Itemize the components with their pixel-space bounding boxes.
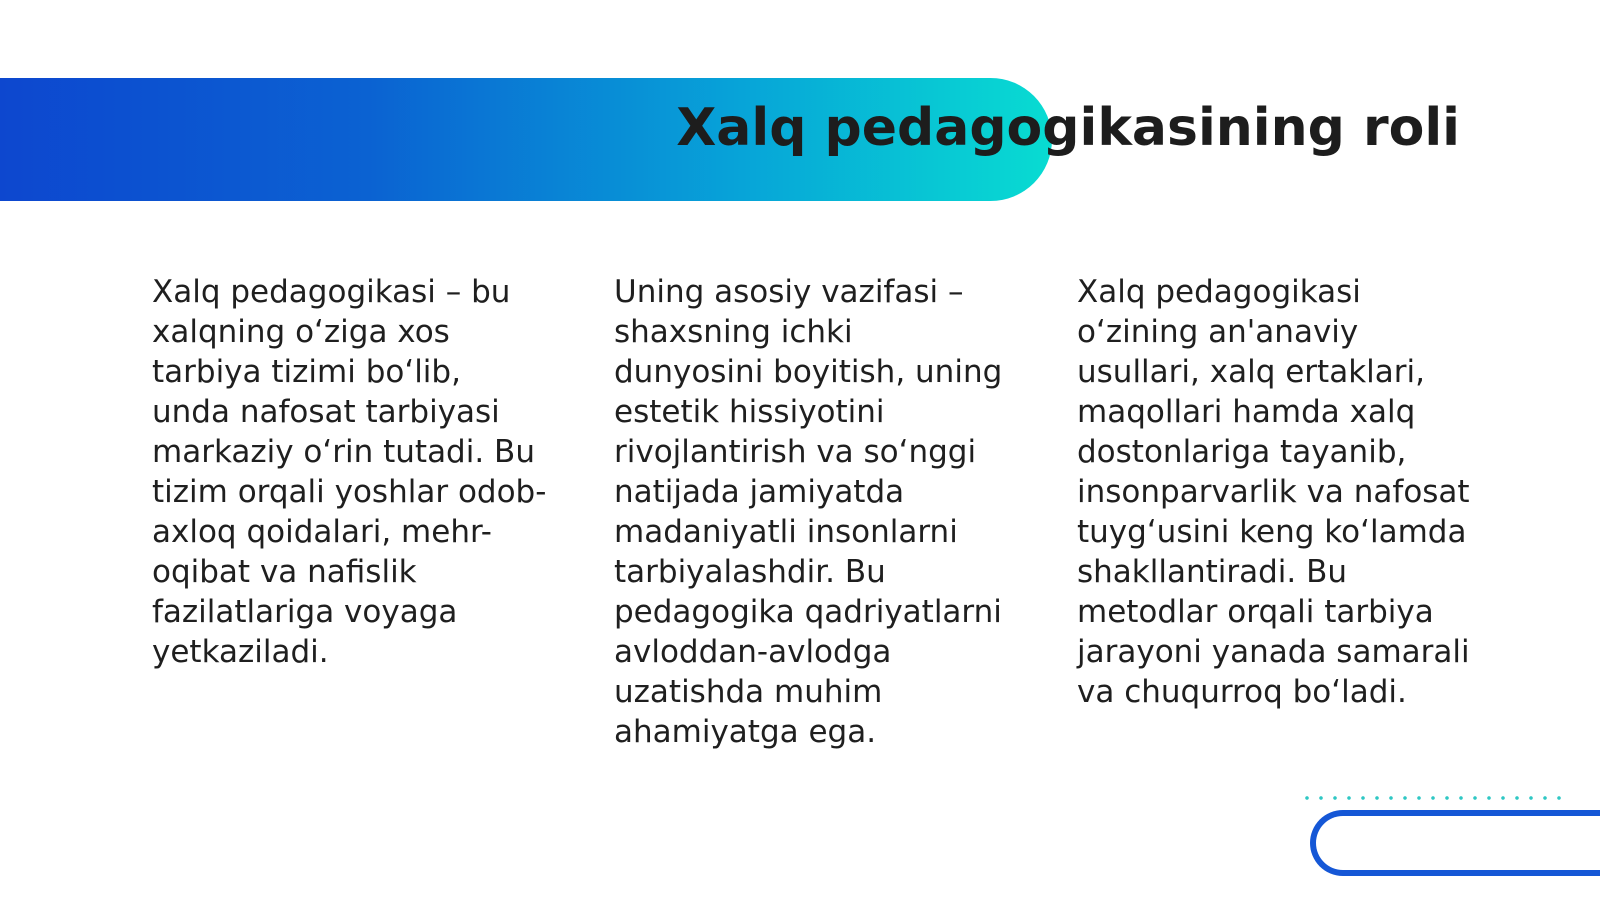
text-column-1: Xalq pedagogikasi – bu xalqning o‘ziga xos tarbiya tizimi bo‘lib, unda nafosat tarbiyasi markaziy o‘rin tutadi. Bu tizim orqali yoshlar odob-axloq qoidalari, mehr-oqibat va nafislik fazilatlariga voyaga yetkaziladi. <box>152 274 547 670</box>
slide-title: Xalq pedagogikasining roli <box>676 98 1460 158</box>
decorative-frame <box>1310 810 1600 876</box>
text-column-3: Xalq pedagogikasi o‘zining an'anaviy usullari, xalq ertaklari, maqollari hamda xalq dostonlariga tayanib, insonparvarlik va nafosat tuyg‘usini keng ko‘lamda shakllantiradi. Bu metodlar orqali tarbiya jarayoni yanada samarali va chuqurroq bo‘ladi. <box>1077 274 1470 710</box>
decorative-dots <box>1300 795 1562 801</box>
text-column-2: Uning asosiy vazifasi – shaxsning ichki dunyosini boyitish, uning estetik hissiyotini rivojlantirish va so‘nggi natijada jamiyatda madaniyatli insonlarni tarbiyalashdir. Bu pedagogika qadriyatlarni avloddan-avlodga uzatishda muhim ahamiyatga ega. <box>614 274 1003 750</box>
